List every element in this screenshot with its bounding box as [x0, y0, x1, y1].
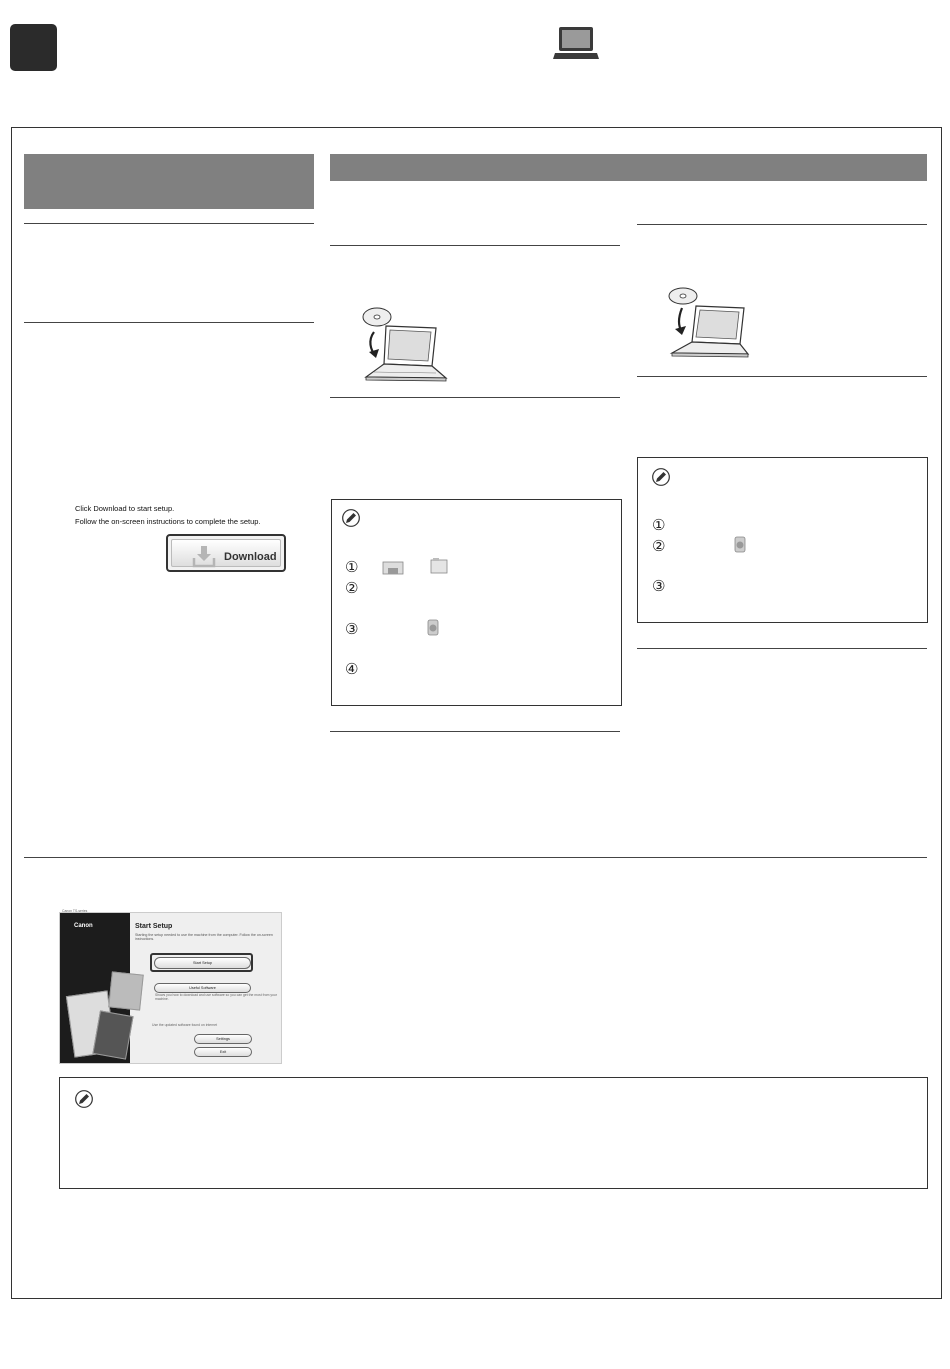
divider: [24, 322, 314, 323]
note-box-right: [637, 457, 928, 623]
update-checkbox-label[interactable]: Use the updated software found on internet: [152, 1023, 218, 1027]
divider: [330, 731, 620, 732]
exit-button[interactable]: Exit: [194, 1047, 252, 1057]
folder-icon: [430, 557, 450, 575]
setup-app-icon: [426, 619, 440, 637]
step-marker-square: [10, 24, 57, 71]
pencil-note-icon: [342, 509, 360, 527]
note-box-left: [331, 499, 622, 706]
cd-insert-laptop-icon: [660, 286, 748, 360]
divider: [24, 857, 927, 858]
start-setup-button[interactable]: Start Setup: [154, 957, 251, 969]
right-section-header: [330, 154, 927, 181]
step-number-3: ③: [652, 577, 666, 595]
download-instruction-2: Follow the on-screen instructions to complete the setup.: [75, 517, 261, 526]
download-button-label: Download: [224, 551, 277, 563]
step-number-2: ②: [345, 579, 359, 597]
divider: [637, 376, 927, 377]
step-number-4: ④: [345, 660, 359, 678]
step-number-2: ②: [652, 537, 666, 555]
start-setup-subtitle: Starting the setup needed to use the machine from the computer. Follow the on-screen instructions.: [135, 933, 273, 942]
step-number-1: ①: [652, 516, 666, 534]
setup-app-icon: [733, 536, 747, 554]
useful-software-desc: Shows you how to download and use software so you can get the most from your machine.: [155, 993, 277, 1001]
pencil-note-icon: [652, 468, 670, 486]
download-button[interactable]: [166, 534, 286, 572]
disc-drive-icon: [382, 560, 406, 576]
start-setup-screenshot: [59, 909, 282, 1064]
divider: [330, 397, 620, 398]
photo-decoration: [108, 971, 144, 1010]
left-section-header: [24, 154, 314, 209]
cd-insert-laptop-icon: [360, 300, 448, 386]
start-setup-title: Start Setup: [135, 923, 173, 930]
step-number-1: ①: [345, 558, 359, 576]
step-number-3: ③: [345, 620, 359, 638]
useful-software-button[interactable]: Useful Software: [154, 983, 251, 993]
divider: [330, 245, 620, 246]
laptop-icon: [553, 25, 599, 65]
window-title: Canon TS-series: [62, 909, 88, 913]
settings-button[interactable]: Settings: [194, 1034, 252, 1044]
download-instruction-1: Click Download to start setup.: [75, 504, 175, 513]
note-box-bottom: [59, 1077, 928, 1189]
divider: [24, 223, 314, 224]
pencil-note-icon: [75, 1090, 93, 1108]
divider: [637, 224, 927, 225]
canon-logo: Canon: [74, 923, 93, 929]
download-arrow-icon: [192, 544, 216, 568]
divider: [637, 648, 927, 649]
